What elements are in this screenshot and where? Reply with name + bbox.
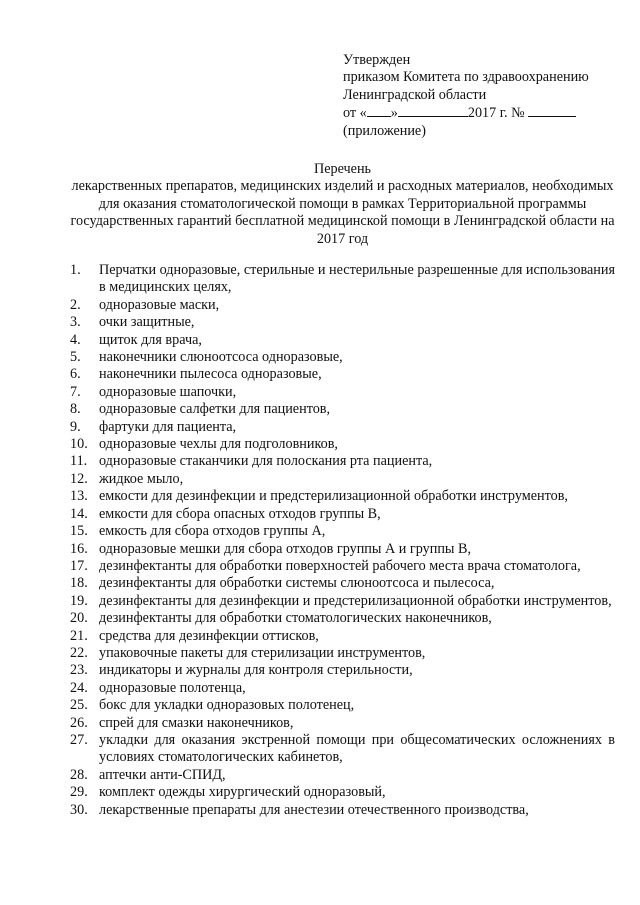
list-item [70, 436, 615, 453]
list-item-number: 18. [70, 575, 88, 592]
list-item [70, 802, 615, 819]
list-item-number: 24. [70, 679, 88, 696]
list-item [70, 575, 615, 592]
approval-order: приказом Комитета по здравоохранению [343, 69, 589, 86]
list-item-number: 17. [70, 557, 88, 574]
list-item-number: 12. [70, 470, 88, 487]
list-item-number: 21. [70, 627, 88, 644]
list-item [70, 541, 615, 558]
document-title [70, 161, 615, 248]
list-item [70, 453, 615, 470]
list-item-text: наконечники пылесоса одноразовые, [99, 366, 322, 383]
list-item-text: укладки для оказания экстренной помощи при общесоматических осложнениях в условиях стоматологических кабинетов, [99, 731, 615, 766]
list-item-number: 22. [70, 644, 88, 661]
list-item [70, 558, 615, 575]
list-item-text: одноразовые маски, [99, 296, 220, 313]
list-item [70, 506, 615, 523]
list-item [70, 610, 615, 627]
list-item-number: 6. [70, 366, 81, 383]
list-item-number: 25. [70, 697, 88, 714]
list-item-text: одноразовые шапочки, [99, 383, 237, 400]
list-item-number: 2. [70, 296, 81, 313]
list-item [70, 366, 615, 383]
list-item [70, 297, 615, 314]
list-item-text: дезинфектанты для обработки системы слюноотсоса и пылесоса, [99, 575, 495, 592]
list-item-number: 30. [70, 801, 88, 818]
date-mid: » [390, 105, 398, 122]
list-item [70, 767, 615, 784]
list-item-text: щиток для врача, [99, 331, 202, 348]
list-item-text: фартуки для пациента, [99, 418, 237, 435]
list-item-number: 9. [70, 418, 81, 435]
list-item-text: наконечники слюноотсоса одноразовые, [99, 349, 343, 366]
list-item-number: 23. [70, 662, 88, 679]
list-item-text: одноразовые стаканчики для полоскания рта пациента, [99, 453, 433, 470]
list-item [70, 523, 615, 540]
list-item-text: бокс для укладки одноразовых полотенец, [99, 697, 355, 714]
approval-region: Ленинградской области [343, 86, 487, 103]
list-item-number: 3. [70, 314, 81, 331]
list-item [70, 680, 615, 697]
list-item [70, 349, 615, 366]
list-item-text: дезинфектанты для дезинфекции и предстерилизационной обработки инструментов, [99, 592, 612, 609]
list-item-text: средства для дезинфекции оттисков, [99, 627, 319, 644]
list-item-text: комплект одежды хирургический одноразовый, [99, 784, 386, 801]
list-item [70, 715, 615, 732]
list-item-text: аптечки анти-СПИД, [99, 766, 226, 783]
list-item-number: 1. [70, 262, 81, 278]
list-item-number: 11. [70, 453, 88, 470]
approval-stamp [343, 52, 633, 140]
list-item-number: 8. [70, 401, 81, 418]
list-item-text: Перчатки одноразовые, стерильные и нестерильные разрешенные для использования в медицинских целях, [99, 262, 615, 296]
list-item-number: 4. [70, 331, 81, 348]
list-item [70, 332, 615, 349]
title-body: лекарственных препаратов, медицинских изделий и расходных материалов, необходимых для оказания стоматологической помощи в рамках Территориальной программы государственных гарантий бесплатной медицинской помощи в Ленинградской области на 2017 год [70, 178, 615, 247]
list-item-number: 13. [70, 488, 88, 505]
list-item-text: лекарственные препараты для анестезии отечественного производства, [99, 801, 529, 818]
title-heading: Перечень [313, 161, 372, 177]
list-item-text: одноразовые полотенца, [99, 679, 246, 696]
list-item-number: 16. [70, 540, 88, 557]
list-item [70, 401, 615, 418]
items-list [70, 262, 615, 819]
list-item-number: 15. [70, 523, 88, 540]
list-item [70, 645, 615, 662]
list-item-text: индикаторы и журналы для контроля стерильности, [99, 662, 413, 679]
approval-date-line [343, 104, 633, 122]
list-item [70, 471, 615, 488]
month-blank [398, 104, 468, 117]
list-item-number: 5. [70, 349, 81, 366]
list-item [70, 628, 615, 645]
list-item [70, 593, 615, 610]
approval-appendix: (приложение) [343, 122, 426, 139]
list-item [70, 314, 615, 331]
list-item-text: емкости для сбора опасных отходов группы В, [99, 505, 381, 522]
list-item-number: 28. [70, 766, 88, 783]
list-item-text: дезинфектанты для обработки стоматологических наконечников, [99, 610, 492, 627]
list-item-text: одноразовые чехлы для подголовников, [99, 436, 338, 453]
list-item-text: дезинфектанты для обработки поверхностей рабочего места врача стоматолога, [99, 557, 581, 574]
list-item-text: емкость для сбора отходов группы А, [99, 523, 326, 540]
list-item-number: 29. [70, 784, 88, 801]
list-item [70, 488, 615, 505]
list-item-text: емкости для дезинфекции и предстерилизационной обработки инструментов, [99, 488, 568, 505]
list-item-number: 14. [70, 505, 88, 522]
list-item-text: одноразовые мешки для сбора отходов группы А и группы В, [99, 540, 472, 557]
list-item [70, 262, 615, 297]
date-year: 2017 г. № [467, 105, 525, 122]
list-item-number: 27. [70, 731, 88, 748]
list-item [70, 384, 615, 401]
list-item [70, 419, 615, 436]
list-item [70, 662, 615, 679]
list-item [70, 784, 615, 801]
list-item-number: 7. [70, 383, 81, 400]
list-item-number: 20. [70, 610, 88, 627]
list-item-text: одноразовые салфетки для пациентов, [99, 401, 331, 418]
list-item-text: спрей для смазки наконечников, [99, 714, 294, 731]
list-item-number: 19. [70, 592, 88, 609]
list-item-text: жидкое мыло, [99, 470, 184, 487]
list-item-text: очки защитные, [99, 314, 195, 331]
number-blank [528, 104, 576, 117]
day-blank [367, 104, 391, 117]
list-item-number: 26. [70, 714, 88, 731]
list-item [70, 732, 615, 767]
list-item [70, 697, 615, 714]
date-prefix: от « [343, 105, 367, 122]
list-item-number: 10. [70, 436, 88, 453]
list-item-text: упаковочные пакеты для стерилизации инструментов, [99, 644, 426, 661]
approval-title: Утвержден [343, 52, 411, 68]
